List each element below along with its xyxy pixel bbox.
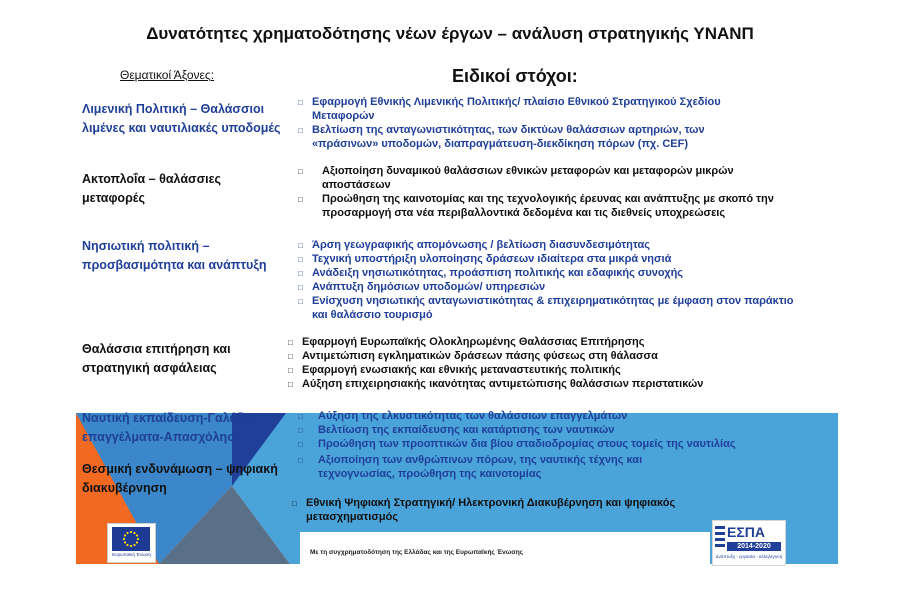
- goal-text: Τεχνική υποστήριξη υλοποίησης δράσεων ιδιαίτερα στα μικρά νησιά: [312, 253, 672, 265]
- checkbox-bullet-icon: [298, 267, 312, 281]
- cofunding-note: Με τη συγχρηματοδότηση της Ελλάδας και της Ευρωπαϊκής Ένωσης: [310, 549, 524, 556]
- checkbox-bullet-icon: [298, 295, 312, 322]
- goal-item: [298, 267, 798, 281]
- goal-text: Άρση γεωγραφικής απομόνωσης / βελτίωση διασυνδεσιμότητας: [312, 239, 650, 251]
- goal-text: Βελτίωση της ανταγωνιστικότητας, των δικτύων θαλάσσιων αρτηριών, των «πράσινων» υποδομών, διαπραγμάτευση-διεκδίκηση πόρων (πχ. CEF): [312, 124, 705, 150]
- goal-item: [298, 295, 798, 322]
- goal-item: [288, 336, 798, 350]
- goal-item: [298, 281, 798, 295]
- checkbox-bullet-icon: [298, 165, 322, 192]
- goal-text: Εφαρμογή Εθνικής Λιμενικής Πολιτικής/ πλαίσιο Εθνικού Στρατηγικού Σχεδίου Μεταφορών: [312, 96, 721, 122]
- goal-item: [298, 96, 768, 123]
- checkbox-bullet-icon: [288, 378, 302, 392]
- checkbox-bullet-icon: [298, 193, 322, 220]
- axis-digital-governance: Θεσμική ενδυνάμωση – ψηφιακή διακυβέρνηση: [82, 462, 278, 495]
- goal-item: [288, 378, 798, 392]
- goal-item: [298, 239, 798, 253]
- checkbox-bullet-icon: [292, 497, 306, 524]
- goal-item: [298, 438, 808, 452]
- goal-item: [298, 165, 803, 192]
- goal-item: [288, 364, 798, 378]
- goal-text: Προώθηση των προοπτικών δια βίου σταδιοδρομίας στους τομείς της ναυτιλίας: [318, 438, 736, 450]
- axis-island-policy: Νησιωτική πολιτική – προσβασιμότητα και ανάπτυξη: [82, 239, 267, 272]
- axis-maritime-surveillance: Θαλάσσια επιτήρηση και στρατηγική ασφάλειας: [82, 342, 231, 375]
- goal-text: Εφαρμογή Ευρωπαϊκής Ολοκληρωμένης Θαλάσσιας Επιτήρησης: [302, 336, 645, 348]
- goal-item: [298, 410, 808, 424]
- goal-text: Ενίσχυση νησιωτικής ανταγωνιστικότητας & επιχειρηματικότητας με έμφαση στον παράκτιο και θαλάσσιο τουρισμό: [312, 295, 794, 321]
- axis-port-policy: Λιμενική Πολιτική – Θαλάσσιοι λιμένες και ναυτιλιακές υποδομές: [82, 102, 281, 135]
- goal-item: [298, 124, 768, 151]
- goal-text: Ανάπτυξη δημόσιων υποδομών/ υπηρεσιών: [312, 281, 546, 293]
- checkbox-bullet-icon: [298, 424, 318, 438]
- goal-text: Αύξηση της ελκυστικότητας των θαλάσσιων επαγγελμάτων: [318, 410, 628, 422]
- goal-text: Προώθηση της καινοτομίας και της τεχνολογικής έρευνας και ανάπτυξης με σκοπό την προσαρμογή στα νέα περιβαλλοντικά δεδομένα και τις διεθνείς υποχρεώσεις: [322, 193, 774, 219]
- goal-item: [298, 193, 803, 220]
- goal-text: Εθνική Ψηφιακή Στρατηγική/ Ηλεκτρονική Διακυβέρνηση και ψηφιακός μετασχηματισμός: [306, 497, 676, 523]
- checkbox-bullet-icon: [298, 438, 318, 452]
- checkbox-bullet-icon: [298, 253, 312, 267]
- checkbox-bullet-icon: [298, 96, 312, 123]
- checkbox-bullet-icon: [298, 410, 318, 424]
- goal-text: Ανάδειξη νησιωτικότητας, προάσπιση πολιτικής και εδαφικής συνοχής: [312, 267, 684, 279]
- checkbox-bullet-icon: [298, 239, 312, 253]
- page-title: Δυνατότητες χρηματοδότησης νέων έργων – ανάλυση στρατηγικής ΥΝΑΝΠ: [146, 24, 754, 43]
- axis-maritime-education: Ναυτική εκπαίδευση-Γαλάζια επαγγέλματα-Απασχόληση: [82, 411, 254, 444]
- checkbox-bullet-icon: [288, 336, 302, 350]
- espa-logo: [712, 520, 786, 566]
- eu-logo: [107, 523, 156, 563]
- goal-text: Αξιοποίηση των ανθρώπινων πόρων, της ναυτικής τέχνης και τεχνογνωσίας, προώθηση της καινοτομίας: [318, 454, 643, 480]
- axis-coastal-shipping: Ακτοπλοΐα – θαλάσσιες μεταφορές: [82, 172, 222, 205]
- goal-item: [288, 350, 798, 364]
- eu-flag-icon: [112, 527, 150, 551]
- goals-heading: Ειδικοί στόχοι:: [452, 66, 578, 86]
- checkbox-bullet-icon: [298, 124, 312, 151]
- espa-logo-years: 2014-2020: [727, 542, 781, 551]
- checkbox-bullet-icon: [298, 281, 312, 295]
- goal-item: [298, 454, 698, 481]
- goal-text: Αύξηση επιχειρησιακής ικανότητας αντιμετώπισης θαλάσσιων περιστατικών: [302, 378, 704, 390]
- goal-text: Αξιοποίηση δυναμικού θαλάσσιων εθνικών μεταφορών και μεταφορών μικρών αποστάσεων: [322, 165, 734, 191]
- espa-logo-main: ΕΣΠΑ: [727, 524, 765, 540]
- eu-stars-icon: [112, 527, 150, 551]
- checkbox-bullet-icon: [298, 454, 318, 481]
- espa-logo-slogan: ανάπτυξη - εργασία - αλληλεγγύη: [715, 554, 783, 559]
- axes-heading-colon: :: [210, 68, 215, 82]
- goal-item: [292, 497, 762, 524]
- goal-item: [298, 253, 798, 267]
- bottom-white-strip: [300, 532, 710, 564]
- checkbox-bullet-icon: [288, 364, 302, 378]
- axes-heading: [120, 68, 214, 82]
- greek-flag-icon: [715, 526, 725, 550]
- goal-item: [298, 424, 808, 438]
- goal-text: Αντιμετώπιση εγκληματικών δράσεων πάσης φύσεως στη θάλασσα: [302, 350, 658, 362]
- goal-text: Βελτίωση της εκπαίδευσης και κατάρτισης των ναυτικών: [318, 424, 615, 436]
- goal-text: Εφαρμογή ενωσιακής και εθνικής μεταναστευτικής πολιτικής: [302, 364, 621, 376]
- eu-logo-caption: Ευρωπαϊκή Ένωση: [112, 552, 151, 557]
- axes-heading-label: Θεματικοί Άξονες: [120, 68, 211, 82]
- checkbox-bullet-icon: [288, 350, 302, 364]
